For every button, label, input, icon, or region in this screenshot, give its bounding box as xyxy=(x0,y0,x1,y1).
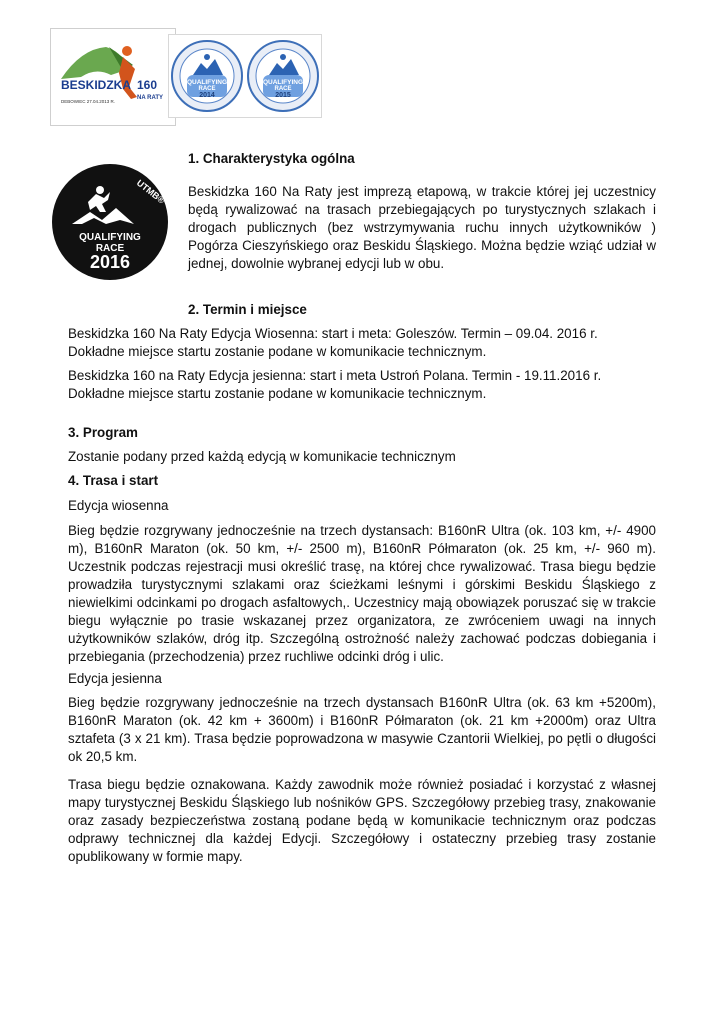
qr2014-year: 2014 xyxy=(199,92,215,99)
section-2-spring-paragraph xyxy=(68,325,658,361)
spring-edition-body xyxy=(68,522,656,666)
section-2-line: Dokładne miejsce startu zostanie podane w komunikacie technicznym. xyxy=(68,344,487,359)
marking-line: mapy turystycznej Beskidu Śląskiego lub nośników GPS. Szczegółowy przebieg trasy, znakowanie xyxy=(68,795,656,810)
svg-text:NA RATY: NA RATY xyxy=(137,95,163,101)
utmb-year: 2016 xyxy=(89,252,131,272)
spring-line: niewielkimi odcinkami po drogach asfaltowych,. Uczestnicy mają obowiązek poruszać się w trakcie xyxy=(68,595,656,610)
section-3-heading: 3. Program xyxy=(68,425,138,440)
spring-line: m), B160nR Maraton (ok. 50 km, +/- 2500 m), B160nR Półmaraton (ok. 25 km, +/- 960 m). xyxy=(68,541,656,556)
section-4-heading: 4. Trasa i start xyxy=(68,473,159,488)
svg-text:160: 160 xyxy=(137,78,158,92)
spring-line: prowadziła turystycznymi szlakami oraz ścieżkami leśnymi i górskimi Beskidu Śląskiego z xyxy=(68,577,656,592)
autumn-edition-body xyxy=(68,694,656,766)
section-1-line: jednej, dowolnie wybranej edycji lub w obu. xyxy=(188,256,445,271)
section-2-heading: 2. Termin i miejsce xyxy=(188,302,307,317)
qualifying-race-2015-badge xyxy=(245,35,321,117)
spring-line: użytkowników szlaków, dróg itp. Szczególną ostrożność należy zachować podczas dobiegania i xyxy=(68,631,656,646)
route-marking-paragraph xyxy=(68,776,656,866)
spring-line: przebiegania (przechodzenia) przez ruchliwe odcinki dróg i ulic. xyxy=(68,649,444,664)
beskidzka-logo xyxy=(51,29,175,125)
utmb-line1: QUALIFYING xyxy=(79,232,141,243)
section-2-line: Beskidzka 160 na Raty Edycja jesienna: start i meta Ustroń Polana. Termin - 19.11.2016 r. xyxy=(68,368,602,383)
section-1-line: Pogórza Cieszyńskiego oraz Beskidu Śląskiego. Można będzie wziąć udział w xyxy=(188,238,656,253)
beskidzka-logo-frame xyxy=(50,28,176,126)
marking-line: opublikowany w formie mapy. xyxy=(68,849,243,864)
qualifying-badges-frame xyxy=(168,34,322,118)
spring-line: biegu wyłącznie po trasie wskazanej przez organizatora, ze zwróceniem uwagi na innych xyxy=(68,613,656,628)
utmb-line2: RACE xyxy=(95,243,125,254)
qr2014-line1: QUALIFYING xyxy=(186,79,228,86)
section-2-autumn-paragraph xyxy=(68,367,658,403)
marking-line: oraz zasady bezpieczeństwa zostaną podane będą w komunikacie technicznym oraz podczas xyxy=(68,813,656,828)
section-1-heading: 1. Charakterystyka ogólna xyxy=(188,151,355,166)
utmb-qualifying-race-2016-badge xyxy=(50,162,170,282)
spring-line: Bieg będzie rozgrywany jednocześnie na trzech dystansach: B160nR Ultra (ok. 103 km, +/- 4900 xyxy=(68,523,656,538)
autumn-line: ok 20,5 km. xyxy=(68,749,138,764)
autumn-line: B160nR Maraton (ok. 42 km + 3600m) i B160nR Półmaraton (ok. 21 km +2000m) oraz Ultra xyxy=(68,713,656,728)
qr2014-line2: RACE xyxy=(198,86,216,92)
autumn-line: sztafeta (3 x 21 km). Trasa będzie poprowadzona w masywie Czantorii Wielkiej, po pętli o długości xyxy=(68,731,656,746)
section-1-line: będą rywalizować na trasach przebiegających po turystycznych szlakach i xyxy=(188,202,656,217)
section-2-line: Beskidzka 160 Na Raty Edycja Wiosenna: start i meta: Goleszów. Termin – 09.04. 2016 r. xyxy=(68,326,598,341)
qualifying-race-2014-badge xyxy=(169,35,245,117)
spring-edition-label: Edycja wiosenna xyxy=(68,498,169,513)
qr2015-line2: RACE xyxy=(274,86,292,92)
marking-line: odprawy technicznej dla każdej Edycji. Szczegółowy i ostateczny przebieg trasy zostanie xyxy=(68,831,656,846)
autumn-line: Bieg będzie rozgrywany jednocześnie na trzech dystansach B160nR Ultra (ok. 63 km +5200m), xyxy=(68,695,656,710)
section-1-body xyxy=(188,183,656,273)
qr2015-line1: QUALIFYING xyxy=(262,79,304,86)
beskidzka-logo-caption: DEBOWIEC 27.04.2013 R. xyxy=(61,99,116,104)
spring-line: Uczestnik podczas rejestracji musi określić trasę, na której chce rywalizować. Trasa biegu będzie xyxy=(68,559,656,574)
section-3-text: Zostanie podany przed każdą edycją w komunikacie technicznym xyxy=(68,449,456,464)
utmb-brand: UTMB® xyxy=(134,177,167,206)
section-1-line: Beskidzka 160 Na Raty jest imprezą etapową, w trakcie której jej uczestnicy xyxy=(188,184,656,199)
marking-line: Trasa biegu będzie oznakowana. Każdy zawodnik może również posiadać i korzystać z własnej xyxy=(68,777,656,792)
autumn-edition-label: Edycja jesienna xyxy=(68,671,162,686)
svg-text:BESKIDZKA: BESKIDZKA xyxy=(61,78,132,92)
section-1-line: drogach publicznych (bez wstrzymywania ruchu innych użytkowników ) xyxy=(188,220,656,235)
qr2015-year: 2015 xyxy=(275,92,291,99)
section-2-line: Dokładne miejsce startu zostanie podane w komunikacie technicznym. xyxy=(68,386,487,401)
